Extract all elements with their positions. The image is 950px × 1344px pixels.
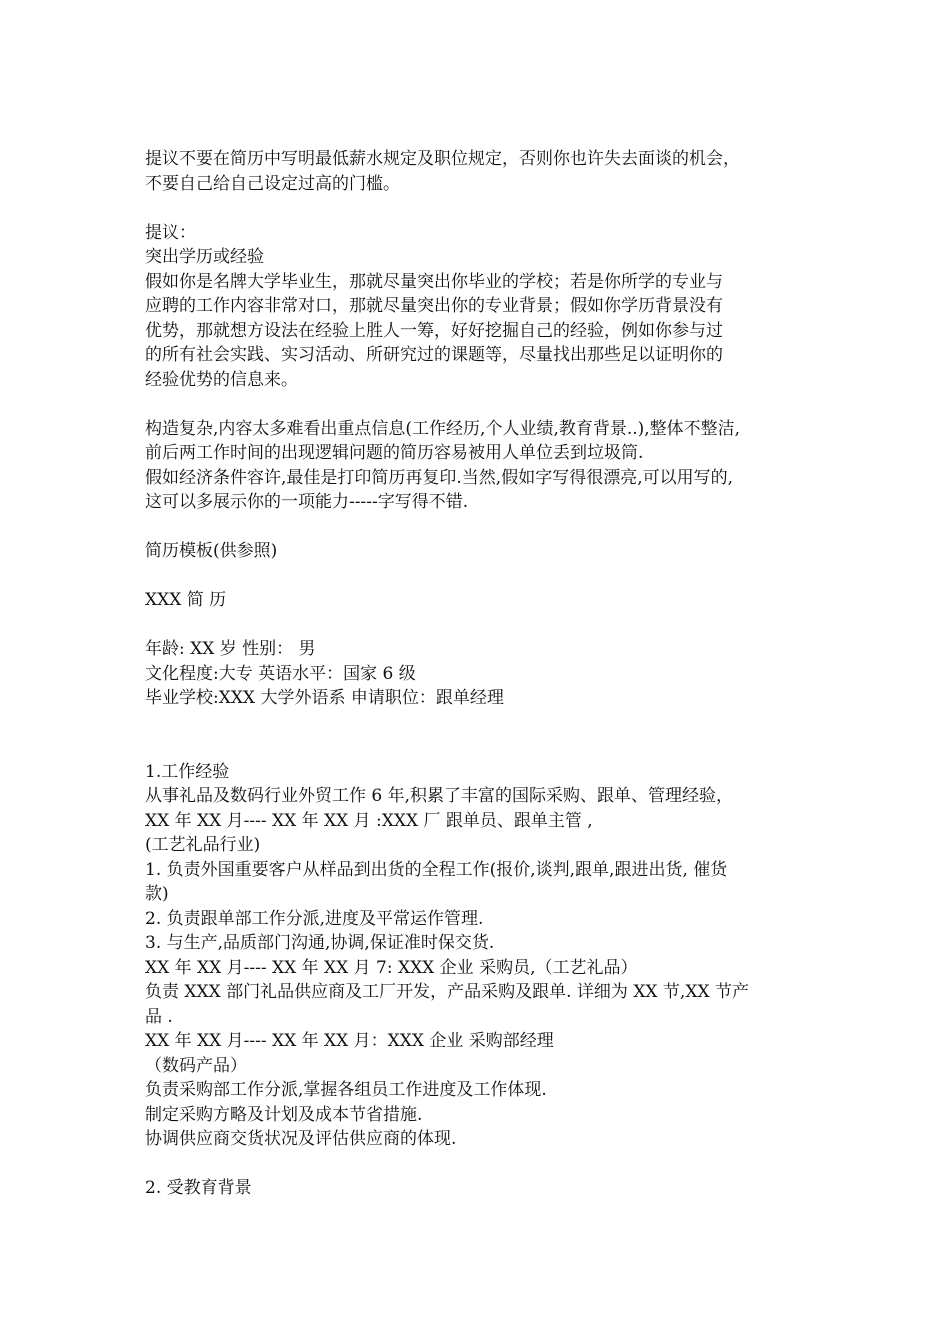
education-heading: 2. 受教育背景 [145, 1178, 252, 1198]
template-title [145, 539, 825, 564]
resume-title [145, 588, 825, 613]
info-line: 年龄: XX 岁 性别： 男 [145, 639, 316, 659]
work-experience-section [145, 760, 825, 1152]
work-heading: 1.工作经验 [145, 761, 230, 782]
personal-info [145, 637, 825, 711]
advice-line: 应聘的工作内容非常对口，那就尽量突出你的专业背景；假如你学历背景没有 [145, 296, 723, 316]
work-line: 负责 XXX 部门礼品供应商及工厂开发，产品采购及跟单. 详细为 XX 节,XX 节产 [145, 982, 749, 1002]
advice-subheading: 突出学历或经验 [145, 247, 264, 267]
work-line: 2. 负责跟单部工作分派,进度及平常运作管理. [145, 908, 484, 929]
advice-line: 假如你是名牌大学毕业生，那就尽量突出你毕业的学校；若是你所学的专业与 [145, 271, 723, 292]
work-line: （数码产品） [145, 1055, 247, 1076]
work-line: 制定采购方略及计划及成本节省措施. [145, 1104, 423, 1125]
work-line: XX 年 XX 月---- XX 年 XX 月：XXX 企业 采购部经理 [145, 1031, 554, 1051]
structure-section [145, 417, 825, 515]
template-title-text: 简历模板(供参照) [145, 541, 278, 561]
work-line: 负责采购部工作分派,掌握各组员工作进度及工作体现. [145, 1080, 547, 1100]
work-line: XX 年 XX 月---- XX 年 XX 月 7: XXX 企业 采购员,（工艺礼品） [145, 957, 638, 978]
resume-title-text: XXX 简 历 [145, 590, 227, 610]
structure-line: 假如经济条件容许,最佳是打印简历再复印.当然,假如字写得很漂亮,可以用写的, [145, 467, 734, 488]
work-line: 1. 负责外国重要客户从样品到出货的全程工作(报价,谈判,跟单,跟进出货, 催货 [145, 859, 728, 880]
work-line: 款) [145, 884, 169, 904]
info-line: 毕业学校:XXX 大学外语系 申请职位：跟单经理 [145, 688, 504, 708]
info-line: 文化程度:大专 英语水平：国家 6 级 [145, 663, 416, 684]
spacer [145, 735, 825, 760]
work-line: (工艺礼品行业) [145, 835, 261, 855]
advice-line: 优势，那就想方设法在经验上胜人一筹，好好挖掘自己的经验，例如你参与过 [145, 320, 723, 341]
work-line: 从事礼品及数码行业外贸工作 6 年,积累了丰富的国际采购、跟单、管理经验， [145, 786, 734, 806]
advice-line: 经验优势的信息来。 [145, 369, 298, 390]
structure-line: 这可以多展示你的一项能力-----字写得不错. [145, 492, 469, 512]
structure-line: 前后两工作时间的出现逻辑问题的简历容易被用人单位丢到垃圾筒. [145, 443, 644, 463]
education-section [145, 1176, 825, 1201]
work-line: XX 年 XX 月---- XX 年 XX 月 :XXX 厂 跟单员、跟单主管 , [145, 810, 593, 831]
advice-line: 的所有社会实践、实习活动、所研究过的课题等，尽量找出那些足以证明你的 [145, 345, 723, 365]
document-page [145, 147, 825, 1201]
intro-line: 提议不要在简历中写明最低薪水规定及职位规定，否则你也许失去面谈的机会， [145, 149, 740, 169]
advice-section [145, 221, 825, 393]
intro-line: 不要自己给自己设定过高的门槛。 [145, 173, 400, 194]
work-line: 品 . [145, 1006, 173, 1027]
work-line: 3. 与生产,品质部门沟通,协调,保证准时保交货. [145, 933, 495, 953]
structure-line: 构造复杂,内容太多难看出重点信息(工作经历,个人业绩,教育背景..),整体不整洁, [145, 418, 741, 439]
advice-heading: 提议： [145, 222, 196, 243]
intro-paragraph [145, 147, 825, 196]
work-line: 协调供应商交货状况及评估供应商的体现. [145, 1129, 457, 1149]
